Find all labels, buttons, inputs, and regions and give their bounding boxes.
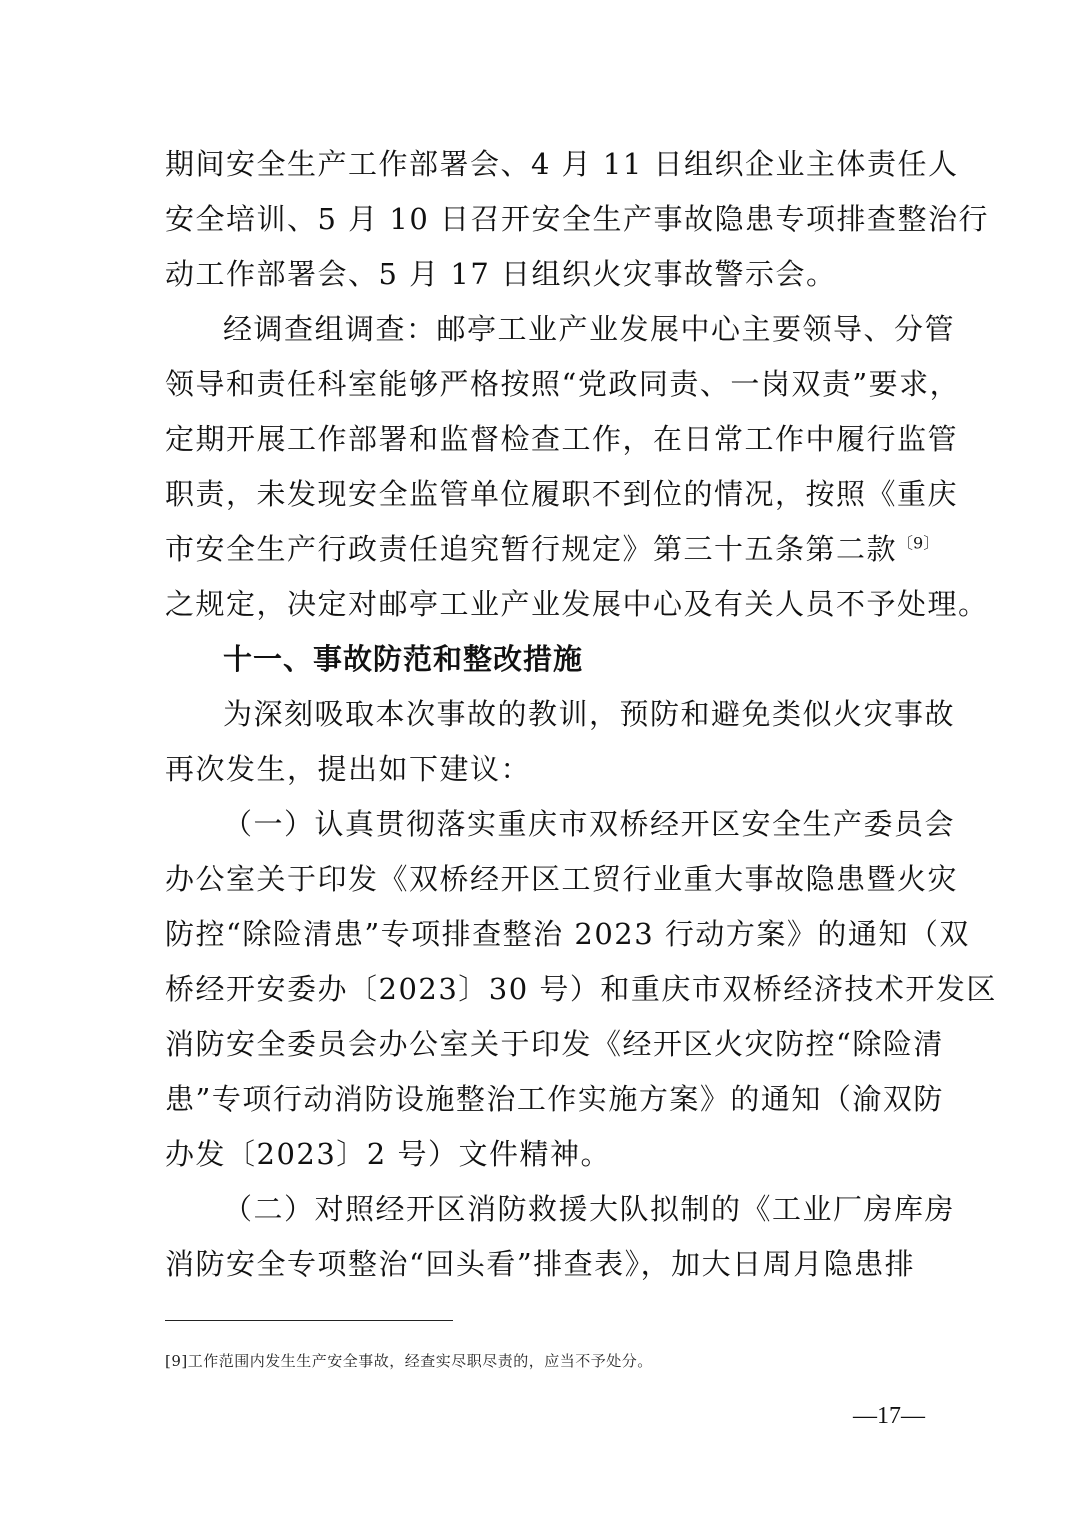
text-line: 办公室关于印发《双桥经开区工贸行业重大事故隐患暨火灾 xyxy=(165,862,959,896)
paragraph-start-line: （一）认真贯彻落实重庆市双桥经开区安全生产委员会 xyxy=(223,807,956,841)
paragraph-start-line: 为深刻吸取本次事故的教训，预防和避免类似火灾事故 xyxy=(223,697,956,731)
text-line: 桥经开安委办〔2023〕30 号）和重庆市双桥经济技术开发区 xyxy=(165,972,997,1006)
text-line: 防控“除险清患”专项排查整治 2023 行动方案》的通知（双 xyxy=(165,917,970,951)
text-line: 消防安全专项整治“回头看”排查表》，加大日周月隐患排 xyxy=(165,1247,916,1281)
text-line: 动工作部署会、5 月 17 日组织火灾事故警示会。 xyxy=(165,257,837,291)
text-line: 办发〔2023〕2 号）文件精神。 xyxy=(165,1137,611,1171)
page-number: —17— xyxy=(853,1403,925,1429)
text-line: 定期开展工作部署和监督检查工作，在日常工作中履行监管 xyxy=(165,422,959,456)
text-line: 之规定，决定对邮亭工业产业发展中心及有关人员不予处理。 xyxy=(165,587,989,621)
footnote-reference: 〔9〕 xyxy=(897,533,940,553)
text-line: 安全培训、5 月 10 日召开安全生产事故隐患专项排查整治行 xyxy=(165,202,990,236)
text-line: 职责，未发现安全监管单位履职不到位的情况，按照《重庆 xyxy=(165,477,959,511)
text-line: 患”专项行动消防设施整治工作实施方案》的通知（渝双防 xyxy=(165,1082,944,1116)
paragraph-start-line: （二）对照经开区消防救援大队拟制的《工业厂房库房 xyxy=(223,1192,956,1226)
footnote-separator xyxy=(165,1320,453,1321)
text-line: 消防安全委员会办公室关于印发《经开区火灾防控“除险清 xyxy=(165,1027,944,1061)
text-line: 再次发生，提出如下建议： xyxy=(165,752,532,786)
paragraph-start-line: 经调查组调查：邮亭工业产业发展中心主要领导、分管 xyxy=(223,312,956,346)
text-line-with-footnote-ref xyxy=(165,529,940,569)
text-line-content: 市安全生产行政责任追究暂行规定》第三十五条第二款 xyxy=(165,532,898,566)
section-heading: 十一、事故防范和整改措施 xyxy=(223,642,584,676)
text-line: 领导和责任科室能够严格按照“党政同责、一岗双责”要求， xyxy=(165,367,961,401)
footnote-text: [9]工作范围内发生生产安全事故，经查实尽职尽责的，应当不予处分。 xyxy=(165,1352,653,1370)
text-line: 期间安全生产工作部署会、4 月 11 日组织企业主体责任人 xyxy=(165,147,959,181)
